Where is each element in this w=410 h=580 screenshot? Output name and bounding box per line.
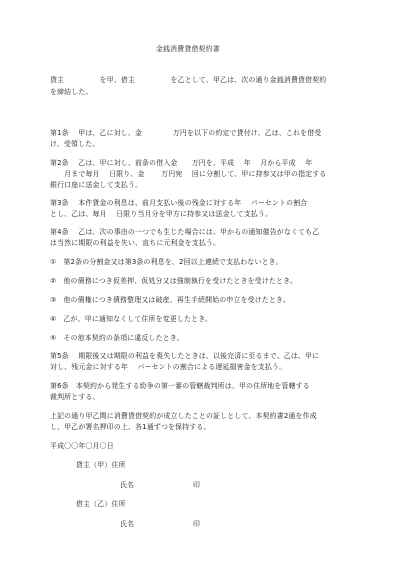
article-2-line-2: 月まで毎月 日限り、金 万円宛 回に分割して、甲に持参又は甲の指定する — [50, 170, 327, 178]
lender-address-label: 貸主（甲）住所 — [76, 461, 126, 469]
list-item-2: ② 他の債務につき仮差押、仮処分又は強制執行を受けたときを受けたとき。 — [50, 277, 298, 285]
borrower-seal: 印 — [193, 520, 201, 528]
list-item-5: ⑤ その他本契約の条項に違反したとき。 — [50, 334, 184, 342]
list-item-4: ④ 乙が、甲に通知なくして住所を変更したとき。 — [50, 315, 213, 323]
borrower-name-label: 氏名 — [120, 520, 135, 528]
lender-name-label: 氏名 — [120, 481, 135, 489]
article-1-line-2: け、受領した。 — [50, 140, 100, 148]
contract-date: 平成〇〇年〇月〇日 — [50, 442, 114, 450]
article-4-line-1: 第4条 乙は、次の事由の一つでも生じた場合には、甲からの通知催告がなくても乙 — [50, 228, 320, 236]
article-6-line-1: 第6条 本契約から発生する紛争の第一審の管轄裁判所は、甲の住所地を管轄する — [50, 382, 310, 390]
preamble-line-2: を締結した。 — [50, 88, 93, 96]
list-item-1: ① 第2条の分割金又は第3条の利息を、2回以上連続で支払わないとき。 — [50, 258, 283, 266]
article-3-line-2: とし、乙は、毎月 日限り当月分を甲方に持参又は送金して支払う。 — [50, 210, 273, 218]
closing-line-1: 上記の通り甲乙間に消費貸借契約が成立したことの証しとして、本契約書2通を作成 — [50, 412, 317, 420]
article-6-line-2: 裁判所とする。 — [50, 393, 100, 401]
article-2-line-1: 第2条 乙は、甲に対し、前条の借入金 万円を、平成 年 月から平成 年 — [50, 159, 313, 167]
article-4-line-2: は当然に期限の利益を失い、直ちに元利金を支払う。 — [50, 239, 221, 247]
article-1-line-1: 第1条 甲は、乙に対し、金 万円を以下の約定で貸付け、乙は、これを借受 — [50, 129, 322, 137]
article-3-line-1: 第3条 本件貸金の利息は、前月支払い後の残金に対する年 パーセントの割合 — [50, 199, 308, 207]
article-5-line-2: 対し、残元金に対する年 パーセントの割合による遅延損害金を支払う。 — [50, 363, 287, 371]
list-item-3: ③ 他の債権につき債務整理又は破産、再生手続開始の申立を受けたとき。 — [50, 296, 290, 304]
article-2-line-3: 銀行口座に送金して支払う。 — [50, 181, 143, 189]
document-title: 金銭消費貸借契約書 — [156, 45, 220, 53]
borrower-address-label: 借主（乙）住所 — [76, 500, 126, 508]
closing-line-2: し、甲乙が署名押印の上、各1通ずつを保持する。 — [50, 423, 211, 431]
lender-seal: 印 — [193, 481, 201, 489]
preamble-line-1: 貸主 を甲、借主 を乙として、甲乙は、次の通り金銭消費貸借契約 — [50, 76, 327, 84]
article-5-line-1: 第5条 期限後又は期限の利益を喪失したときは、以後完済に至るまで、乙は、甲に — [50, 352, 320, 360]
